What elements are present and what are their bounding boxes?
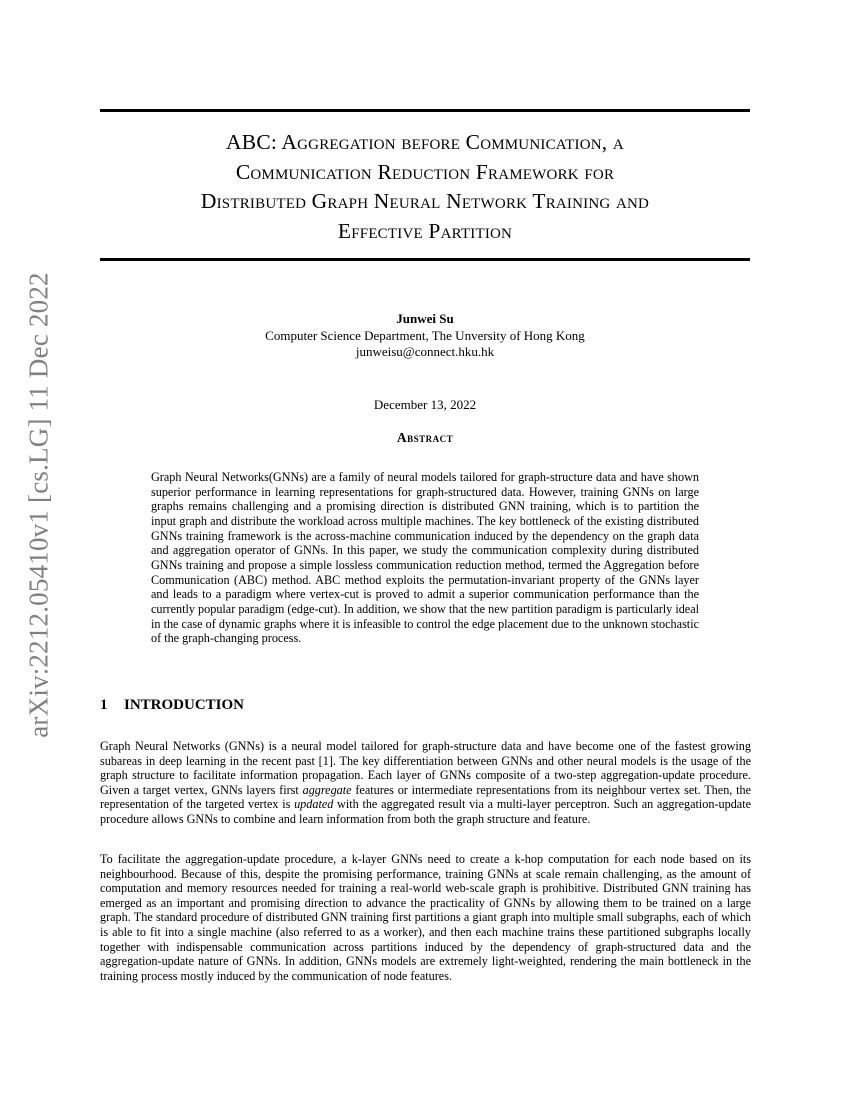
title-top-rule — [100, 109, 750, 112]
author-affiliation: Computer Science Department, The Unversity of Hong Kong — [265, 327, 585, 343]
paper-title — [100, 128, 750, 246]
author-email: junweisu@connect.hku.hk — [355, 344, 495, 359]
abstract-heading: Abstract — [396, 430, 454, 445]
paper-date: December 13, 2022 — [373, 397, 477, 412]
arxiv-identifier: arXiv:2212.05410v1 [cs.LG] 11 Dec 2022 — [23, 272, 54, 738]
paragraph-text: features or intermediate representations from its neighbour vertex set. Then, the representation of the targeted vertex is — [100, 782, 752, 812]
intro-paragraph-1 — [100, 739, 751, 827]
title-bottom-rule — [100, 258, 750, 261]
paragraph-text: with the aggregated result via a multi-layer perceptron. Such an aggregation-update procedure allows GNNs to combine and learn information from both the graph structure and feature. — [100, 797, 751, 826]
emphasis-updated: updated — [294, 797, 334, 812]
emphasis-aggregate: aggregate — [302, 782, 352, 797]
intro-paragraph-2: To facilitate the aggregation-update procedure, a k-layer GNNs need to create a k-hop computation for each node based on its neighbourhood. Because of this, despite the promising performance, training GNNs at scale remain challenging, as the amount of computation and memory resources needed for training a real-world web-scale graph is prohibitive. Distributed GNN training has emerged as an important and promising direction to advance the practicality of GNNs by allowing them to be trained on a large graph. The standard procedure of distributed GNN training first partitions a giant graph into multiple small subgraphs, each of which is able to fit into a single machine (also referred to as a worker), and then each machine trains these partitioned subgraphs locally together with indispensable communication across partitions induced by the dependency of graph-structured data and the aggregation-update nature of GNNs. In addition, GNNs models are extremely light-weighted, rendering the main bottleneck in the training process mostly induced by the communication of node features. — [100, 852, 751, 983]
paragraph-text: Graph Neural Networks (GNNs) is a neural model tailored for graph-structure data and have become one of the fastest growing subareas in deep learning in the recent past [1]. The key differentiation between GNNs and other neural models is the usage of the graph structure to facilitate information propagation. Each layer of GNNs composite of a two-step aggregation-update procedure. Given a target vertex, GNNs layers first — [100, 739, 751, 797]
title-line: ABC: Aggregation before Communication, a — [226, 130, 624, 154]
title-line: Distributed Graph Neural Network Training and — [200, 189, 650, 213]
section-title: INTRODUCTION — [124, 697, 245, 713]
section-number: 1 — [100, 697, 108, 713]
section-heading — [100, 697, 244, 714]
title-line: Communication Reduction Framework for — [235, 159, 615, 184]
author-block — [100, 311, 750, 361]
abstract-text: Graph Neural Networks(GNNs) are a family of neural models tailored for graph-structure data and have shown superior performance in learning representations for graph-structured data. However, training GNNs on large graphs remains challenging and a promising direction is distributed GNN training, which is to partition the input graph and distribute the workload across multiple machines. The key bottleneck of the existing distributed GNNs training framework is the across-machine communication induced by the dependency on the graph data and aggregation operator of GNNs. In this paper, we study the communication complexity during distributed GNNs training and propose a simple lossless communication reduction method, termed the Aggregation before Communication (ABC) method. ABC method exploits the permutation-invariant property of the GNNs layer and leads to a paradigm where vertex-cut is proved to admit a superior communication performance than the currently popular paradigm (edge-cut). In addition, we show that the new partition paradigm is particularly ideal in the case of dynamic graphs where it is infeasible to control the edge placement due to the unknown stochastic of the graph-changing process. — [151, 470, 699, 646]
title-line: Effective Partition — [337, 218, 513, 243]
author-name: Junwei Su — [396, 311, 454, 326]
